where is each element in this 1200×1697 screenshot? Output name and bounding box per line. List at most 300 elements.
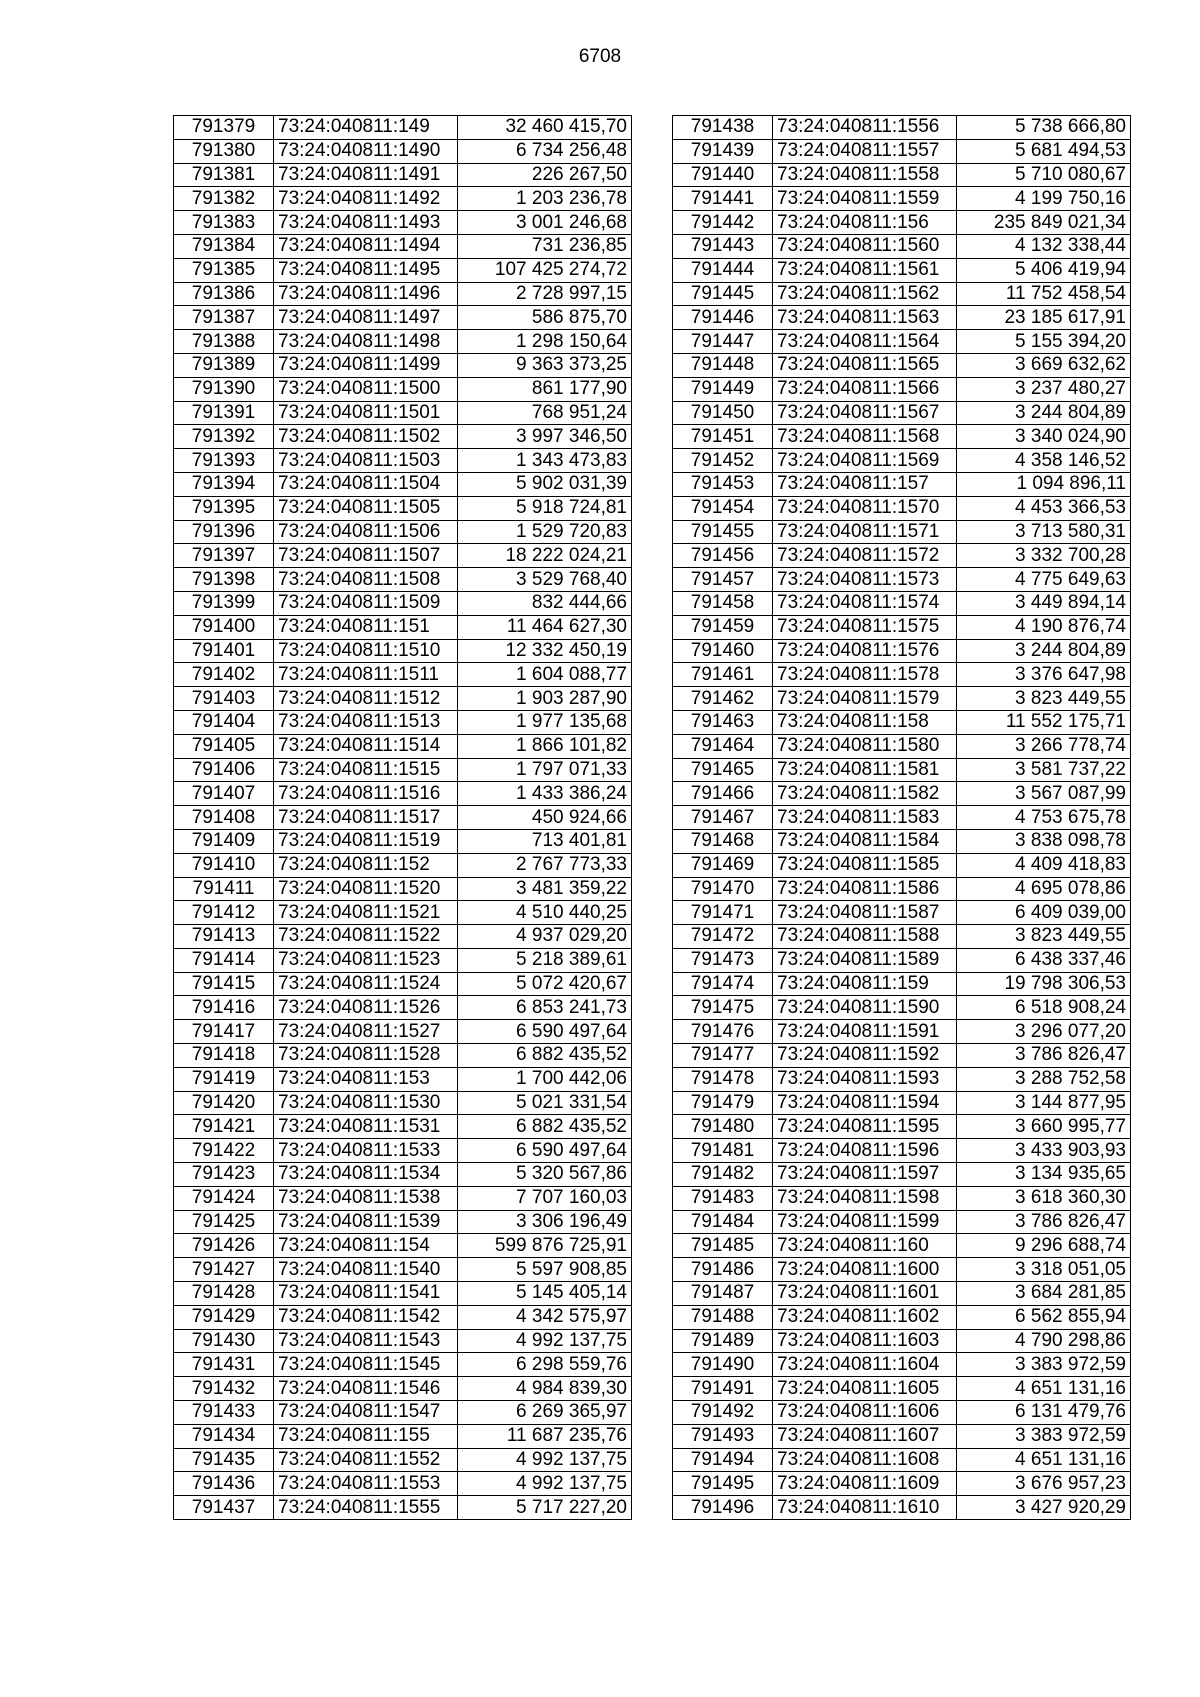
value-cell: 9 296 688,74	[957, 1234, 1131, 1258]
value-cell: 4 695 078,86	[957, 877, 1131, 901]
row-number-cell: 791433	[174, 1401, 274, 1425]
value-cell: 11 687 235,76	[458, 1424, 632, 1448]
cadastral-number-cell: 73:24:040811:158	[773, 710, 957, 734]
cadastral-number-cell: 73:24:040811:1589	[773, 948, 957, 972]
cadastral-number-cell: 73:24:040811:1517	[274, 806, 458, 830]
row-number-cell: 791392	[174, 425, 274, 449]
row-number-cell: 791422	[174, 1139, 274, 1163]
table-row	[673, 139, 1131, 163]
table-row	[174, 901, 632, 925]
cadastral-number-cell: 73:24:040811:1602	[773, 1305, 957, 1329]
cadastral-number-cell: 73:24:040811:153	[274, 1067, 458, 1091]
table-row	[174, 1067, 632, 1091]
value-cell: 5 406 419,94	[957, 258, 1131, 282]
table-row	[174, 710, 632, 734]
cadastral-number-cell: 73:24:040811:1515	[274, 758, 458, 782]
table-row	[174, 782, 632, 806]
value-cell: 6 882 435,52	[458, 1044, 632, 1068]
value-cell: 5 218 389,61	[458, 948, 632, 972]
row-number-cell: 791401	[174, 639, 274, 663]
row-number-cell: 791420	[174, 1091, 274, 1115]
table-row	[673, 1424, 1131, 1448]
table-row	[174, 948, 632, 972]
cadastral-number-cell: 73:24:040811:1492	[274, 187, 458, 211]
row-number-cell: 791436	[174, 1472, 274, 1496]
row-number-cell: 791428	[174, 1282, 274, 1306]
cadastral-number-cell: 73:24:040811:156	[773, 211, 957, 235]
table-row	[673, 615, 1131, 639]
value-cell: 3 244 804,89	[957, 639, 1131, 663]
table-row	[673, 829, 1131, 853]
value-cell: 4 651 131,16	[957, 1448, 1131, 1472]
row-number-cell: 791458	[673, 591, 773, 615]
cadastral-number-cell: 73:24:040811:1606	[773, 1401, 957, 1425]
cadastral-number-cell: 73:24:040811:1528	[274, 1044, 458, 1068]
cadastral-number-cell: 73:24:040811:1562	[773, 282, 957, 306]
cadastral-number-cell: 73:24:040811:1569	[773, 449, 957, 473]
row-number-cell: 791487	[673, 1282, 773, 1306]
row-number-cell: 791451	[673, 425, 773, 449]
row-number-cell: 791485	[673, 1234, 773, 1258]
cadastral-number-cell: 73:24:040811:1556	[773, 116, 957, 140]
row-number-cell: 791491	[673, 1377, 773, 1401]
table-row	[174, 1234, 632, 1258]
row-number-cell: 791475	[673, 996, 773, 1020]
row-number-cell: 791381	[174, 163, 274, 187]
table-row	[174, 1282, 632, 1306]
cadastral-number-cell: 73:24:040811:1582	[773, 782, 957, 806]
value-cell: 3 823 449,55	[957, 925, 1131, 949]
value-cell: 450 924,66	[458, 806, 632, 830]
value-cell: 1 700 442,06	[458, 1067, 632, 1091]
row-number-cell: 791488	[673, 1305, 773, 1329]
row-number-cell: 791424	[174, 1186, 274, 1210]
value-cell: 6 518 908,24	[957, 996, 1131, 1020]
value-cell: 3 660 995,77	[957, 1115, 1131, 1139]
table-row	[673, 734, 1131, 758]
value-cell: 6 562 855,94	[957, 1305, 1131, 1329]
row-number-cell: 791383	[174, 211, 274, 235]
table-row	[673, 948, 1131, 972]
row-number-cell: 791445	[673, 282, 773, 306]
cadastral-number-cell: 73:24:040811:1552	[274, 1448, 458, 1472]
row-number-cell: 791413	[174, 925, 274, 949]
cadastral-number-cell: 73:24:040811:1538	[274, 1186, 458, 1210]
row-number-cell: 791494	[673, 1448, 773, 1472]
table-row	[673, 544, 1131, 568]
table-row	[673, 1377, 1131, 1401]
value-cell: 6 298 559,76	[458, 1353, 632, 1377]
value-cell: 6 269 365,97	[458, 1401, 632, 1425]
row-number-cell: 791479	[673, 1091, 773, 1115]
value-cell: 4 651 131,16	[957, 1377, 1131, 1401]
cadastral-number-cell: 73:24:040811:1581	[773, 758, 957, 782]
table-row	[174, 1424, 632, 1448]
table-row	[673, 496, 1131, 520]
cadastral-number-cell: 73:24:040811:1514	[274, 734, 458, 758]
table-row	[673, 377, 1131, 401]
row-number-cell: 791410	[174, 853, 274, 877]
table-row	[174, 734, 632, 758]
row-number-cell: 791423	[174, 1163, 274, 1187]
cadastral-number-cell: 73:24:040811:1521	[274, 901, 458, 925]
cadastral-number-cell: 73:24:040811:1567	[773, 401, 957, 425]
value-cell: 3 684 281,85	[957, 1282, 1131, 1306]
row-number-cell: 791430	[174, 1329, 274, 1353]
row-number-cell: 791387	[174, 306, 274, 330]
row-number-cell: 791446	[673, 306, 773, 330]
cadastral-number-cell: 73:24:040811:1597	[773, 1163, 957, 1187]
value-cell: 3 433 903,93	[957, 1139, 1131, 1163]
cadastral-number-cell: 73:24:040811:160	[773, 1234, 957, 1258]
table-row	[673, 1234, 1131, 1258]
value-cell: 3 823 449,55	[957, 687, 1131, 711]
table-row	[174, 258, 632, 282]
row-number-cell: 791435	[174, 1448, 274, 1472]
cadastral-number-cell: 73:24:040811:1580	[773, 734, 957, 758]
cadastral-number-cell: 73:24:040811:1543	[274, 1329, 458, 1353]
cadastral-number-cell: 73:24:040811:1545	[274, 1353, 458, 1377]
row-number-cell: 791412	[174, 901, 274, 925]
cadastral-number-cell: 73:24:040811:1572	[773, 544, 957, 568]
row-number-cell: 791441	[673, 187, 773, 211]
value-cell: 4 775 649,63	[957, 568, 1131, 592]
value-cell: 5 021 331,54	[458, 1091, 632, 1115]
table-row	[174, 1305, 632, 1329]
value-cell: 3 997 346,50	[458, 425, 632, 449]
cadastral-number-cell: 73:24:040811:1541	[274, 1282, 458, 1306]
cadastral-number-cell: 73:24:040811:159	[773, 972, 957, 996]
row-number-cell: 791439	[673, 139, 773, 163]
value-cell: 4 510 440,25	[458, 901, 632, 925]
value-cell: 5 681 494,53	[957, 139, 1131, 163]
cadastral-number-cell: 73:24:040811:151	[274, 615, 458, 639]
table-row	[673, 234, 1131, 258]
table-row	[673, 1067, 1131, 1091]
table-row	[174, 1115, 632, 1139]
table-row	[673, 806, 1131, 830]
value-cell: 6 882 435,52	[458, 1115, 632, 1139]
cadastral-number-cell: 73:24:040811:1506	[274, 520, 458, 544]
value-cell: 1 094 896,11	[957, 472, 1131, 496]
row-number-cell: 791489	[673, 1329, 773, 1353]
table-row	[673, 591, 1131, 615]
cadastral-number-cell: 73:24:040811:1598	[773, 1186, 957, 1210]
table-row	[673, 1044, 1131, 1068]
cadastral-number-cell: 73:24:040811:1501	[274, 401, 458, 425]
cadastral-number-cell: 73:24:040811:1573	[773, 568, 957, 592]
row-number-cell: 791454	[673, 496, 773, 520]
cadastral-number-cell: 73:24:040811:1495	[274, 258, 458, 282]
table-row	[673, 639, 1131, 663]
cadastral-number-cell: 73:24:040811:1608	[773, 1448, 957, 1472]
row-number-cell: 791495	[673, 1472, 773, 1496]
table-row	[673, 1496, 1131, 1520]
value-cell: 4 453 366,53	[957, 496, 1131, 520]
value-cell: 4 992 137,75	[458, 1329, 632, 1353]
row-number-cell: 791402	[174, 663, 274, 687]
table-row	[673, 710, 1131, 734]
row-number-cell: 791409	[174, 829, 274, 853]
value-cell: 6 409 039,00	[957, 901, 1131, 925]
row-number-cell: 791476	[673, 1020, 773, 1044]
row-number-cell: 791453	[673, 472, 773, 496]
cadastral-number-cell: 73:24:040811:154	[274, 1234, 458, 1258]
cadastral-number-cell: 73:24:040811:1599	[773, 1210, 957, 1234]
row-number-cell: 791469	[673, 853, 773, 877]
value-cell: 3 237 480,27	[957, 377, 1131, 401]
table-row	[673, 353, 1131, 377]
cadastral-number-cell: 73:24:040811:1575	[773, 615, 957, 639]
cadastral-number-cell: 73:24:040811:157	[773, 472, 957, 496]
value-cell: 5 145 405,14	[458, 1282, 632, 1306]
value-cell: 1 529 720,83	[458, 520, 632, 544]
table-row	[174, 1377, 632, 1401]
cadastral-number-cell: 73:24:040811:1491	[274, 163, 458, 187]
table-row	[174, 877, 632, 901]
cadastral-number-cell: 73:24:040811:1600	[773, 1258, 957, 1282]
row-number-cell: 791468	[673, 829, 773, 853]
row-number-cell: 791482	[673, 1163, 773, 1187]
cadastral-number-cell: 73:24:040811:1497	[274, 306, 458, 330]
cadastral-number-cell: 73:24:040811:1512	[274, 687, 458, 711]
cadastral-table-body	[673, 116, 1131, 1520]
value-cell: 3 786 826,47	[957, 1210, 1131, 1234]
row-number-cell: 791404	[174, 710, 274, 734]
cadastral-number-cell: 73:24:040811:1576	[773, 639, 957, 663]
table-row	[673, 687, 1131, 711]
row-number-cell: 791438	[673, 116, 773, 140]
row-number-cell: 791467	[673, 806, 773, 830]
row-number-cell: 791414	[174, 948, 274, 972]
cadastral-number-cell: 73:24:040811:1557	[773, 139, 957, 163]
row-number-cell: 791465	[673, 758, 773, 782]
row-number-cell: 791437	[174, 1496, 274, 1520]
value-cell: 4 342 575,97	[458, 1305, 632, 1329]
table-row	[174, 1329, 632, 1353]
row-number-cell: 791382	[174, 187, 274, 211]
row-number-cell: 791486	[673, 1258, 773, 1282]
value-cell: 6 131 479,76	[957, 1401, 1131, 1425]
value-cell: 6 853 241,73	[458, 996, 632, 1020]
row-number-cell: 791408	[174, 806, 274, 830]
table-row	[174, 211, 632, 235]
table-row	[673, 877, 1131, 901]
table-row	[673, 1163, 1131, 1187]
cadastral-number-cell: 73:24:040811:1586	[773, 877, 957, 901]
cadastral-number-cell: 73:24:040811:1591	[773, 1020, 957, 1044]
table-row	[174, 568, 632, 592]
value-cell: 3 318 051,05	[957, 1258, 1131, 1282]
row-number-cell: 791481	[673, 1139, 773, 1163]
value-cell: 1 866 101,82	[458, 734, 632, 758]
cadastral-number-cell: 73:24:040811:1605	[773, 1377, 957, 1401]
value-cell: 3 669 632,62	[957, 353, 1131, 377]
value-cell: 3 383 972,59	[957, 1424, 1131, 1448]
table-row	[174, 1401, 632, 1425]
value-cell: 6 590 497,64	[458, 1020, 632, 1044]
table-row	[673, 306, 1131, 330]
cadastral-number-cell: 73:24:040811:1558	[773, 163, 957, 187]
value-cell: 5 155 394,20	[957, 330, 1131, 354]
row-number-cell: 791416	[174, 996, 274, 1020]
table-row	[673, 1329, 1131, 1353]
table-row	[174, 758, 632, 782]
row-number-cell: 791480	[673, 1115, 773, 1139]
cadastral-number-cell: 73:24:040811:1555	[274, 1496, 458, 1520]
row-number-cell: 791464	[673, 734, 773, 758]
value-cell: 3 134 935,65	[957, 1163, 1131, 1187]
table-row	[174, 806, 632, 830]
value-cell: 3 340 024,90	[957, 425, 1131, 449]
cadastral-number-cell: 73:24:040811:1604	[773, 1353, 957, 1377]
value-cell: 6 438 337,46	[957, 948, 1131, 972]
table-row	[174, 139, 632, 163]
table-row	[174, 853, 632, 877]
value-cell: 1 203 236,78	[458, 187, 632, 211]
cadastral-number-cell: 73:24:040811:1540	[274, 1258, 458, 1282]
table-row	[673, 1186, 1131, 1210]
value-cell: 2 767 773,33	[458, 853, 632, 877]
cadastral-number-cell: 73:24:040811:1564	[773, 330, 957, 354]
value-cell: 23 185 617,91	[957, 306, 1131, 330]
cadastral-number-cell: 73:24:040811:1601	[773, 1282, 957, 1306]
row-number-cell: 791492	[673, 1401, 773, 1425]
table-row	[673, 401, 1131, 425]
cadastral-number-cell: 73:24:040811:155	[274, 1424, 458, 1448]
table-row	[673, 1472, 1131, 1496]
table-row	[673, 1305, 1131, 1329]
page-number: 6708	[578, 46, 622, 67]
value-cell: 5 597 908,85	[458, 1258, 632, 1282]
cadastral-number-cell: 73:24:040811:1490	[274, 139, 458, 163]
cadastral-number-cell: 73:24:040811:1566	[773, 377, 957, 401]
cadastral-number-cell: 73:24:040811:1509	[274, 591, 458, 615]
value-cell: 3 266 778,74	[957, 734, 1131, 758]
cadastral-number-cell: 73:24:040811:1494	[274, 234, 458, 258]
value-cell: 12 332 450,19	[458, 639, 632, 663]
value-cell: 3 332 700,28	[957, 544, 1131, 568]
value-cell: 5 717 227,20	[458, 1496, 632, 1520]
cadastral-number-cell: 73:24:040811:1578	[773, 663, 957, 687]
value-cell: 3 676 957,23	[957, 1472, 1131, 1496]
row-number-cell: 791427	[174, 1258, 274, 1282]
table-row	[673, 520, 1131, 544]
table-row	[174, 1163, 632, 1187]
value-cell: 713 401,81	[458, 829, 632, 853]
table-row	[673, 568, 1131, 592]
row-number-cell: 791400	[174, 615, 274, 639]
table-row	[673, 258, 1131, 282]
cadastral-number-cell: 73:24:040811:1590	[773, 996, 957, 1020]
row-number-cell: 791474	[673, 972, 773, 996]
row-number-cell: 791399	[174, 591, 274, 615]
row-number-cell: 791389	[174, 353, 274, 377]
row-number-cell: 791457	[673, 568, 773, 592]
row-number-cell: 791466	[673, 782, 773, 806]
table-row	[673, 925, 1131, 949]
value-cell: 731 236,85	[458, 234, 632, 258]
table-row	[174, 496, 632, 520]
cadastral-number-cell: 73:24:040811:1568	[773, 425, 957, 449]
table-row	[174, 330, 632, 354]
cadastral-number-cell: 73:24:040811:149	[274, 116, 458, 140]
row-number-cell: 791493	[673, 1424, 773, 1448]
cadastral-number-cell: 73:24:040811:1559	[773, 187, 957, 211]
cadastral-number-cell: 73:24:040811:1561	[773, 258, 957, 282]
value-cell: 2 728 997,15	[458, 282, 632, 306]
row-number-cell: 791421	[174, 1115, 274, 1139]
row-number-cell: 791477	[673, 1044, 773, 1068]
table-row	[673, 330, 1131, 354]
value-cell: 3 581 737,22	[957, 758, 1131, 782]
cadastral-number-cell: 73:24:040811:1588	[773, 925, 957, 949]
cadastral-number-cell: 73:24:040811:1511	[274, 663, 458, 687]
row-number-cell: 791452	[673, 449, 773, 473]
value-cell: 11 752 458,54	[957, 282, 1131, 306]
table-row	[174, 1186, 632, 1210]
row-number-cell: 791496	[673, 1496, 773, 1520]
row-number-cell: 791417	[174, 1020, 274, 1044]
table-row	[673, 1401, 1131, 1425]
cadastral-number-cell: 73:24:040811:1595	[773, 1115, 957, 1139]
cadastral-number-cell: 73:24:040811:1596	[773, 1139, 957, 1163]
row-number-cell: 791429	[174, 1305, 274, 1329]
value-cell: 3 001 246,68	[458, 211, 632, 235]
cadastral-number-cell: 73:24:040811:152	[274, 853, 458, 877]
value-cell: 4 753 675,78	[957, 806, 1131, 830]
cadastral-number-cell: 73:24:040811:1584	[773, 829, 957, 853]
table-row	[673, 1353, 1131, 1377]
row-number-cell: 791411	[174, 877, 274, 901]
table-row	[673, 187, 1131, 211]
row-number-cell: 791483	[673, 1186, 773, 1210]
value-cell: 11 464 627,30	[458, 615, 632, 639]
row-number-cell: 791447	[673, 330, 773, 354]
row-number-cell: 791471	[673, 901, 773, 925]
value-cell: 3 713 580,31	[957, 520, 1131, 544]
value-cell: 7 707 160,03	[458, 1186, 632, 1210]
cadastral-number-cell: 73:24:040811:1534	[274, 1163, 458, 1187]
value-cell: 5 320 567,86	[458, 1163, 632, 1187]
table-row	[174, 925, 632, 949]
row-number-cell: 791384	[174, 234, 274, 258]
value-cell: 235 849 021,34	[957, 211, 1131, 235]
value-cell: 5 902 031,39	[458, 472, 632, 496]
value-cell: 1 797 071,33	[458, 758, 632, 782]
table-row	[673, 782, 1131, 806]
row-number-cell: 791470	[673, 877, 773, 901]
row-number-cell: 791407	[174, 782, 274, 806]
table-row	[174, 1353, 632, 1377]
table-row	[174, 1020, 632, 1044]
row-number-cell: 791444	[673, 258, 773, 282]
cadastral-number-cell: 73:24:040811:1553	[274, 1472, 458, 1496]
table-row	[174, 996, 632, 1020]
table-row	[174, 520, 632, 544]
table-row	[174, 1210, 632, 1234]
cadastral-number-cell: 73:24:040811:1603	[773, 1329, 957, 1353]
cadastral-number-cell: 73:24:040811:1585	[773, 853, 957, 877]
cadastral-number-cell: 73:24:040811:1510	[274, 639, 458, 663]
value-cell: 5 918 724,81	[458, 496, 632, 520]
cadastral-number-cell: 73:24:040811:1524	[274, 972, 458, 996]
row-number-cell: 791386	[174, 282, 274, 306]
value-cell: 32 460 415,70	[458, 116, 632, 140]
cadastral-number-cell: 73:24:040811:1526	[274, 996, 458, 1020]
row-number-cell: 791431	[174, 1353, 274, 1377]
table-row	[174, 1448, 632, 1472]
